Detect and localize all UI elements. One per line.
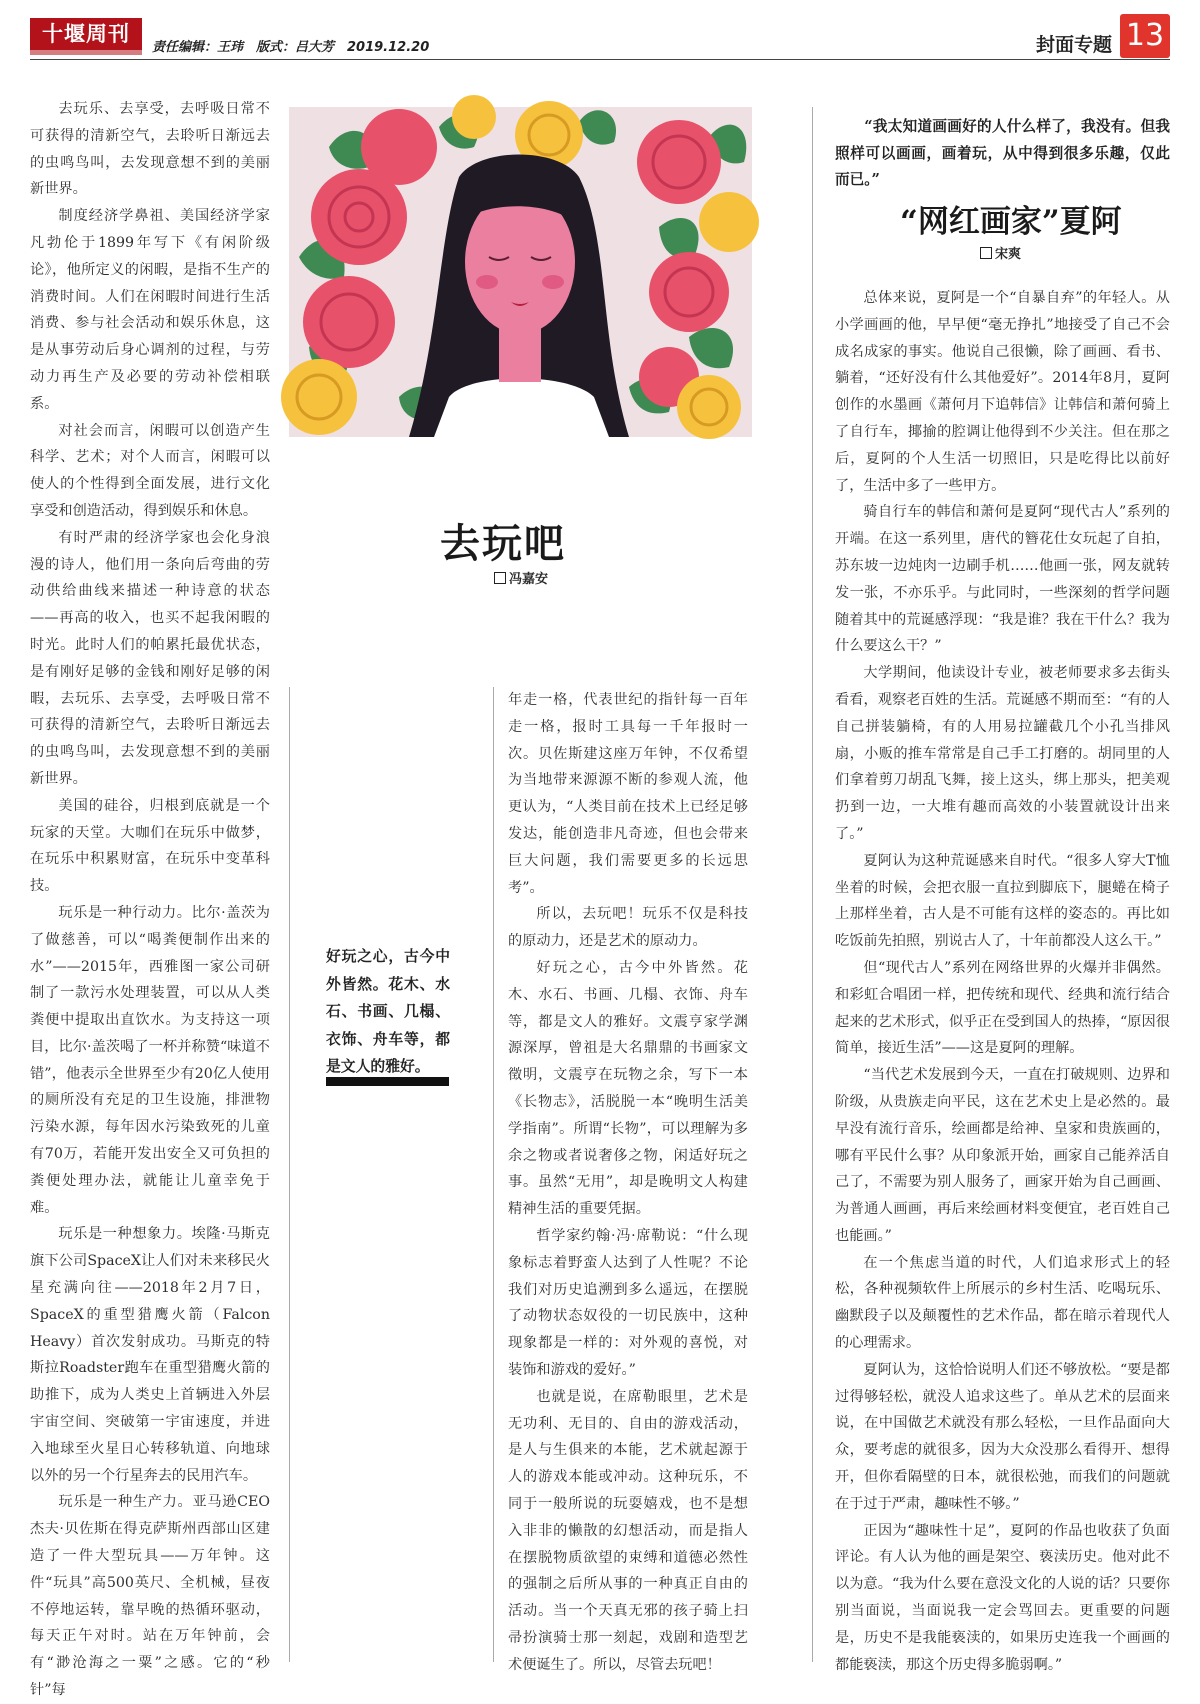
editor-credits: 责任编辑：王玮 版式：吕大芳 2019.12.20 [152, 40, 430, 55]
paragraph: 对社会而言，闲暇可以创造产生科学、艺术；对个人而言，闲暇可以使人的个性得到全面发展，进行文化享受和创造活动，得到娱乐和休息。 [30, 422, 270, 519]
paragraph: 但“现代古人”系列在网络世界的火爆并非偶然。和彩虹合唱团一样，把传统和现代、经典和流行结合起来的艺术形式，似乎正在受到国人的热捧，“原因很简单，接近生活”——这是夏阿的理解。 [835, 959, 1170, 1057]
masthead-logo: 十堰周刊 [30, 18, 142, 50]
column-divider [289, 687, 290, 1662]
section-title: 封面专题 [1035, 34, 1112, 56]
page-number: 13 [1120, 14, 1170, 58]
paragraph: 去玩乐、去享受，去呼吸日常不可获得的清新空气，去聆听日渐远去的虫鸣鸟叫，去发现意想不到的美丽新世界。 [30, 101, 270, 198]
column-divider [812, 107, 813, 1662]
paragraph: 在一个焦虑当道的时代，人们追求形式上的轻松，各种视频软件上所展示的乡村生活、吃喝玩乐、幽默段子以及颠覆性的艺术作品，都在暗示着现代人的心理需求。 [835, 1254, 1170, 1352]
paragraph: 也就是说，在席勒眼里，艺术是无功利、无目的、自由的游戏活动，是人与生俱来的本能，艺术就起源于人的游戏本能或冲动。这种玩乐，不同于一般所说的玩耍嬉戏，也不是想入非非的懒散的幻想活动，而是指人在摆脱物质欲望的束缚和道德必然性的强制之后所从事的一种真正自由的活动。当一个天真无邪的孩子骑上扫帚扮演骑士那一刻起，戏剧和造型艺术便诞生了。所以，尽管去玩吧！ [508, 1388, 748, 1673]
page-header [30, 12, 1170, 60]
paragraph: 大学期间，他读设计专业，被老师要求多去街头看看，观察老百姓的生活。荒诞感不期而至：“有的人自己拼装躺椅，有的人用易拉罐截几个小孔当排风扇，小贩的推车常常是自己手工打磨的。胡同里的人们拿着剪刀胡乱飞舞，接上这头，绑上那头，把美观扔到一边，一大堆有趣而高效的小装置就设计出来了。” [835, 665, 1170, 842]
article1-column-3 [508, 687, 748, 1678]
paragraph: 美国的硅谷，归根到底就是一个玩家的天堂。大咖们在玩乐中做梦，在玩乐中积累财富，在玩乐中变革科技。 [30, 797, 270, 895]
article2-title: “网红画家”夏阿 [900, 204, 1122, 240]
article-title: 去玩吧 [440, 520, 566, 567]
paragraph: 好玩之心，古今中外皆然。花木、水石、书画、几榻、衣饰、舟车等，都是文人的雅好。文震亨家学渊源深厚，曾祖是大名鼎鼎的书画家文徵明，文震亨在玩物之余，写下一本《长物志》，活脱脱一本“晚明生活美学指南”。所谓“长物”，可以理解为多余之物或者说奢侈之物，闲适好玩之事。虽然“无用”，却是晚明文人构建精神生活的重要凭据。 [508, 959, 748, 1218]
cover-illustration-woman-with-flowers [289, 107, 752, 437]
paragraph: 有时严肃的经济学家也会化身浪漫的诗人，他们用一条向后弯曲的劳动供给曲线来描述一种诗意的状态——再高的收入，也买不起我闲暇的时光。此时人们的帕累托最优状态，是有刚好足够的金钱和刚好足够的闲暇，去玩乐、去享受，去呼吸日常不可获得的清新空气，去聆听日渐远去的虫鸣鸟叫，去发现意想不到的美丽新世界。 [30, 529, 270, 787]
woman-with-flowers-illustration [289, 107, 752, 437]
paragraph: 夏阿认为这种荒诞感来自时代。“很多人穿大T恤坐着的时候，会把衣服一直拉到脚底下，腿蜷在椅子上那样坐着，古人是不可能有这样的姿态的。再比如吃饭前先拍照，别说古人了，十年前都没人这么干。” [835, 852, 1170, 950]
paragraph: 年走一格，代表世纪的指针每一百年走一格，报时工具每一千年报时一次。贝佐斯建这座万年钟，不仅希望为当地带来源源不断的参观人流，他更认为，“人类目前在技术上已经足够发达，能创造非凡奇迹，但也会带来巨大问题，我们需要更多的长远思考”。 [508, 692, 748, 896]
article2-lead-quote: “我太知道画画好的人什么样了，我没有。但我照样可以画画，画着玩，从中得到很多乐趣，仅此而已。” [835, 118, 1170, 188]
article-author: 冯嘉安 [494, 568, 548, 587]
paragraph: 玩乐是一种想象力。埃隆·马斯克旗下公司SpaceX让人们对未来移民火星充满向往——2018年2月7日，SpaceX的重型猎鹰火箭（Falcon Heavy）首次发射成功。马斯克的特斯拉Roadster跑车在重型猎鹰火箭的助推下，成为人类史上首辆进入外层宇宙空间、突破第一宇宙速度，并进入地球至火星日心转移轨道、向地球以外的另一个行星奔去的民用汽车。 [30, 1226, 270, 1484]
paragraph: 玩乐是一种行动力。比尔·盖茨为了做慈善，可以“喝粪便制作出来的水”——2015年，西雅图一家公司研制了一款污水处理装置，可以从人类粪便中提取出直饮水。为支持这一项目，比尔·盖茨喝了一杯并称赞“味道不错”，他表示全世界至少有20亿人使用的厕所没有充足的卫生设施，排泄物污染水源，每年因水污染致死的儿童有70万，若能开发出安全又可负担的粪便处理办法，就能让儿童幸免于难。 [30, 904, 270, 1216]
pull-quote: 好玩之心，古今中外皆然。花木、水石、书画、几榻、衣饰、舟车等，都是文人的雅好。 [326, 948, 450, 1075]
paragraph: 制度经济学鼻祖、美国经济学家凡勃伦于1899年写下《有闲阶级论》，他所定义的闲暇，是指不生产的消费时间。人们在闲暇时间进行生活消费、参与社会活动和娱乐休息，这是从事劳动后身心调剂的过程，与劳动力再生产及必要的劳动补偿相联系。 [30, 208, 270, 412]
column-divider [493, 687, 494, 1662]
article1-column-1 [30, 96, 270, 1704]
article2-author: 宋爽 [980, 243, 1021, 262]
article2-body [835, 285, 1170, 1678]
masthead-underline [30, 50, 142, 55]
paragraph: 玩乐是一种生产力。亚马逊CEO杰夫·贝佐斯在得克萨斯州西部山区建造了一件大型玩具——万年钟。这件“玩具”高500英尺、全机械，昼夜不停地运转，靠早晚的热循环驱动，每天正午对时。站在万年钟前，会有“渺沧海之一粟”之感。它的“秒针”每 [30, 1494, 270, 1699]
paragraph: 所以，去玩吧！玩乐不仅是科技的原动力，还是艺术的原动力。 [508, 906, 748, 950]
paragraph: “当代艺术发展到今天，一直在打破规则、边界和阶级，从贵族走向平民，这在艺术史上是必然的。最早没有流行音乐，绘画都是给神、皇家和贵族画的，哪有平民什么事？从印象派开始，画家自己能养活自己了，不需要为别人服务了，画家开始为自己画画、为普通人画画，再后来绘画材料变便宜，老百姓自己也能画。” [835, 1067, 1170, 1244]
paragraph: 正因为“趣味性十足”，夏阿的作品也收获了负面评论。有人认为他的画是架空、亵渎历史。他对此不以为意。“我为什么要在意没文化的人说的话？只要你别当面说，当面说我一定会骂回去。更重要的问题是，历史不是我能亵渎的，如果历史连我一个画画的都能亵渎，那这个历史得多脆弱啊。” [835, 1522, 1170, 1673]
paragraph: 夏阿认为，这恰恰说明人们还不够放松。“要是都过得够轻松，就没人追求这些了。单从艺术的层面来说，在中国做艺术就没有那么轻松，一旦作品面向大众，要考虑的就很多，因为大众没那么看得开、想得开，但你看隔壁的日本，就很松弛，而我们的问题就在于过于严肃，趣味性不够。” [835, 1361, 1170, 1512]
paragraph: 总体来说，夏阿是一个“自暴自弃”的年轻人。从小学画画的他，早早便“毫无挣扎”地接受了自己不会成名成家的事实。他说自己很懒，除了画画、看书、躺着，“还好没有什么其他爱好”。2014年8月，夏阿创作的水墨画《萧何月下追韩信》让韩信和萧何骑上了自行车，揶揄的腔调让他得到不少关注。但在那之后，夏阿的个人生活一切照旧，只是吃得比以前好了，生活中多了一些甲方。 [835, 290, 1170, 494]
paragraph: 哲学家约翰·冯·席勒说：“什么现象标志着野蛮人达到了人性呢？不论我们对历史追溯到多么遥远，在摆脱了动物状态奴役的一切民族中，这种现象都是一样的：对外观的喜悦，对装饰和游戏的爱好。” [508, 1227, 748, 1378]
paragraph: 骑自行车的韩信和萧何是夏阿“现代古人”系列的开端。在这一系列里，唐代的簪花仕女玩起了自拍，苏东坡一边炖肉一边刷手机……他画一张，网友就转发一张，不亦乐乎。与此同时，一些深刻的哲学问题随着其中的荒诞感浮现：“我是谁？我在干什么？我为什么要这么干？” [835, 504, 1170, 655]
pull-quote-bar [326, 1077, 449, 1086]
